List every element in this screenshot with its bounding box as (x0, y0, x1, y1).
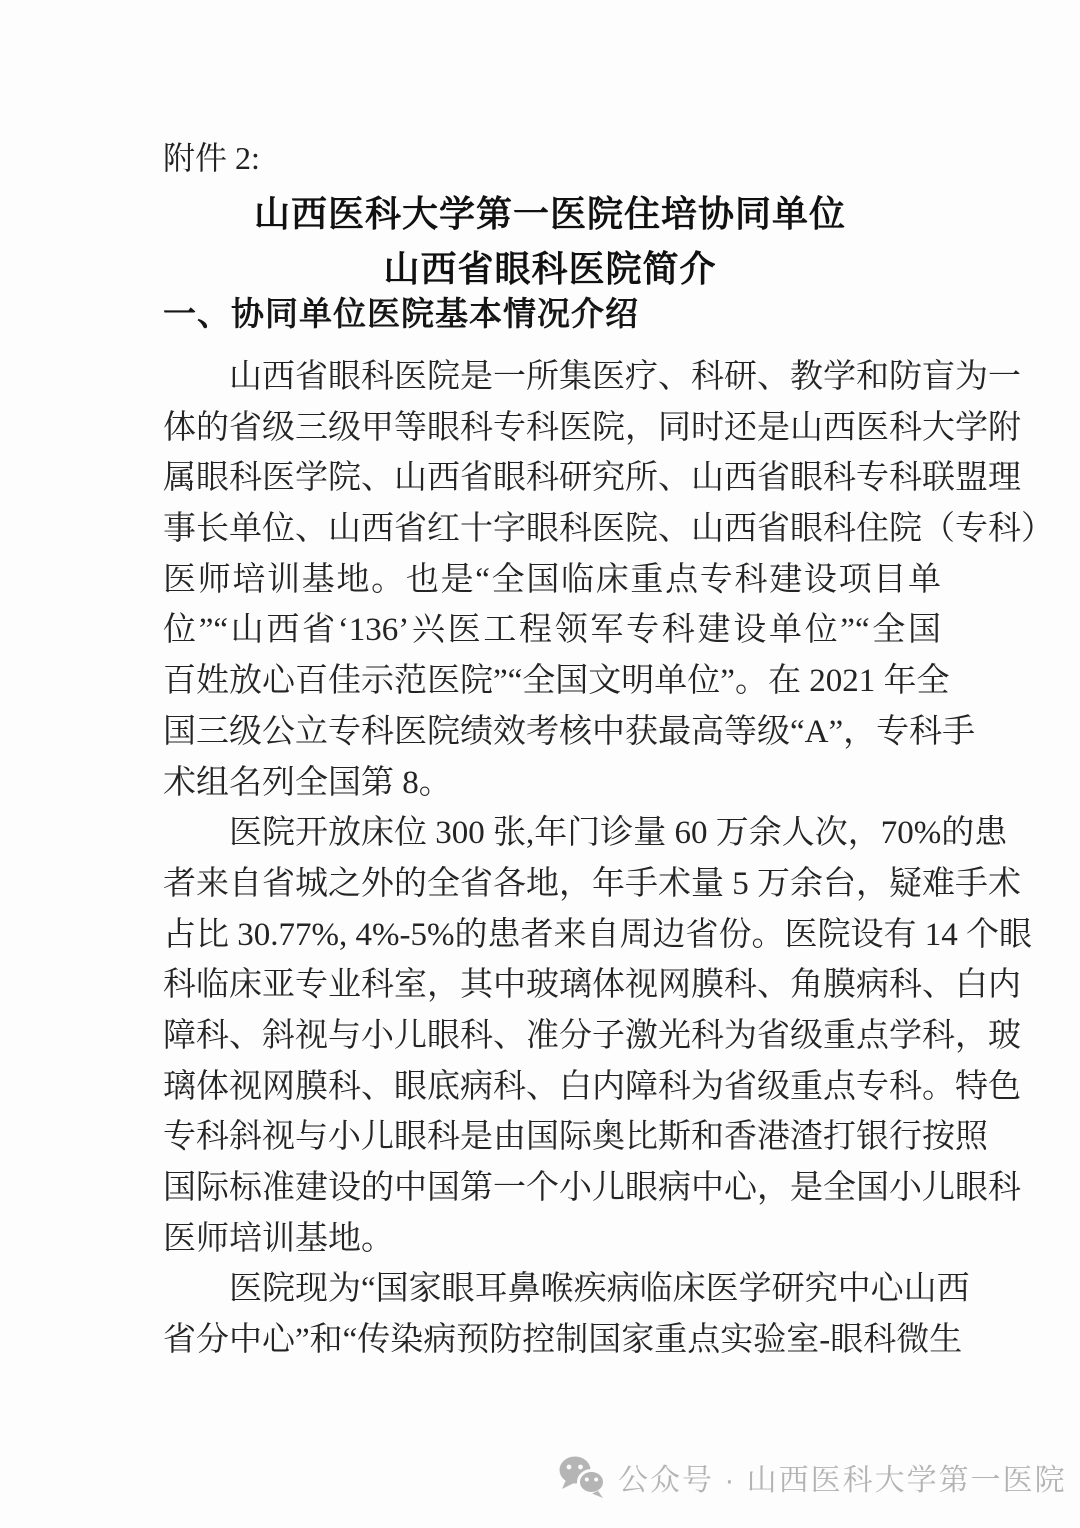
body-line: 山西省眼科医院是一所集医疗、科研、教学和防盲为一 (229, 359, 1021, 395)
body-line: 国三级公立专科医院绩效考核中获最高等级“A”，专科手 (163, 713, 976, 750)
wechat-icon (558, 1455, 606, 1499)
body-line: 专科斜视与小儿眼科是由国际奥比斯和香港渣打银行按照 (163, 1119, 988, 1156)
body-line: 体的省级三级甲等眼科专科医院，同时还是山西医科大学附 (163, 409, 1021, 446)
body-line: 医院现为“国家眼耳鼻喉疾病临床医学研究中心山西 (229, 1271, 970, 1308)
section-heading: 一、协同单位医院基本情况介绍 (163, 295, 639, 332)
body-line: 医师培训基地。 (163, 1220, 394, 1257)
body-line: 省分中心”和“传染病预防控制国家重点实验室-眼科微生 (163, 1322, 963, 1359)
body-line: 璃体视网膜科、眼底病科、白内障科为省级重点专科。特色 (163, 1068, 1021, 1105)
body-line: 占比 30.77%, 4%-5%的患者来自周边省份。医院设有 14 个眼 (163, 916, 1032, 953)
body-line: 障科、斜视与小儿眼科、准分子激光科为省级重点学科，玻 (163, 1017, 1021, 1054)
body-line: 位”“山西省‘136’兴医工程领军专科建设单位”“全国 (163, 612, 941, 649)
body-line: 医师培训基地。也是“全国临床重点专科建设项目单 (163, 561, 941, 598)
watermark (558, 1455, 1067, 1499)
body-line: 事长单位、山西省红十字眼科医院、山西省眼科住院（专科） (163, 511, 1054, 548)
document-title-line1: 山西医科大学第一医院住培协同单位 (253, 193, 846, 234)
body-line: 科临床亚专业科室，其中玻璃体视网膜科、角膜病科、白内 (163, 967, 1021, 1004)
attachment-label: 附件 2: (163, 140, 260, 176)
document-title-line2: 山西省眼科医院简介 (383, 248, 717, 289)
document-body (163, 352, 1054, 1366)
body-line: 医院开放床位 300 张,年门诊量 60 万余人次，70%的患 (229, 815, 1008, 852)
body-line: 百姓放心百佳示范医院”“全国文明单位”。在 2021 年全 (163, 663, 950, 700)
body-line: 国际标准建设的中国第一个小儿眼病中心，是全国小儿眼科 (163, 1170, 1021, 1206)
document-title (150, 186, 950, 296)
body-line: 术组名列全国第 8。 (163, 764, 452, 801)
body-line: 者来自省城之外的全省各地，年手术量 5 万余台，疑难手术 (163, 865, 1021, 902)
body-line: 属眼科医学院、山西省眼科研究所、山西省眼科专科联盟理 (163, 460, 1021, 497)
watermark-text: 公众号 · 山西医科大学第一医院 (618, 1464, 1067, 1497)
